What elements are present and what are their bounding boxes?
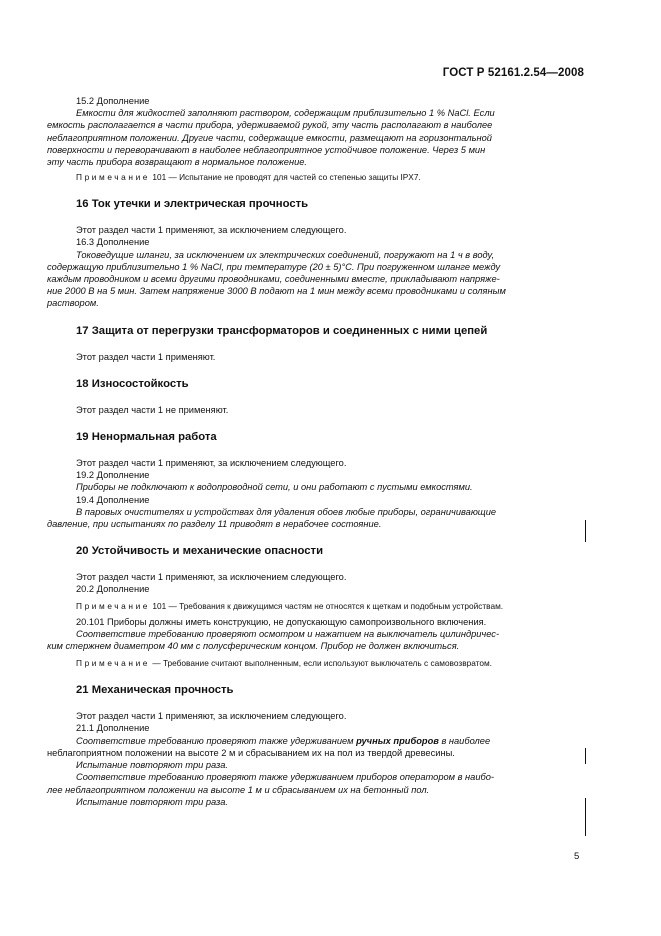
s15-line-2: неблагоприятном положении. Другие части, содержащие емкости, размещают на горизонтальной [47, 132, 492, 143]
s17-intro: Этот раздел части 1 применяют. [76, 351, 216, 362]
change-bar-21-1-a [585, 748, 586, 764]
subsection-16-3-heading: 16.3 Дополнение [76, 237, 150, 248]
section-20-title: 20 Устойчивость и механические опасности [76, 545, 324, 558]
subsection-19-4-heading: 19.4 Дополнение [76, 494, 150, 505]
s15-line-3: поверхности и переворачивают в наиболее неблагоприятное устойчивое положение. Через 5 мин [47, 144, 486, 155]
change-bar-19-4 [585, 520, 586, 542]
s15-line-1: емкость располагается в части прибора, удерживаемой рукой, эту часть располагают в наиболее [47, 120, 493, 131]
s19-4-line-1: давление, при испытаниях по разделу 11 приводят в нерабочее состояние. [47, 519, 382, 530]
s21-line-1-c: в наиболее [438, 735, 491, 746]
note-label: Примечание [76, 600, 151, 611]
s21-emphasis-hand-held: ручных приборов [356, 735, 439, 746]
section-16-title: 16 Ток утечки и электрическая прочность [76, 198, 309, 211]
s21-intro: Этот раздел части 1 применяют, за исключением следующего. [76, 711, 347, 722]
s18-intro: Этот раздел части 1 не применяют. [76, 404, 229, 415]
s20-note-101 [76, 600, 582, 612]
note-label: Примечание [76, 658, 151, 669]
section-19-title: 19 Ненормальная работа [76, 431, 217, 444]
subsection-21-1-heading: 21.1 Дополнение [76, 723, 150, 734]
s16-line-2: каждым проводником и всеми другими проводниками, соединенными вместе, прикладывают напряже- [47, 274, 500, 285]
s19-2-text: Приборы не подключают к водопроводной сети, и они работают с пустыми емкостями. [76, 482, 473, 493]
page-number: 5 [574, 851, 580, 862]
note-text: 101 — Испытание не проводят для частей со степенью защиты IPX7. [150, 172, 421, 183]
s20-intro: Этот раздел части 1 применяют, за исключением следующего. [76, 572, 347, 583]
s20-101-paragraph: 20.101 Приборы должны иметь конструкцию, не допускающую самопроизвольного включения. [76, 616, 487, 627]
s16-line-3: ние 2000 В на 5 мин. Затем напряжение 3000 В подают на 1 мин между всеми проводниками и соляным [47, 286, 506, 297]
s21-line-5: лее неблагоприятном положении на высоте 1 м и сбрасыванием их на бетонный пол. [47, 784, 430, 795]
s16-line-0: Токоведущие шланги, за исключением их электрических соединений, погружают на 1 ч в воду, [76, 249, 495, 260]
s20-101-line-1: ким стержнем диаметром 40 мм с полусферическим концом. Прибор не должен включиться. [47, 641, 460, 652]
change-bar-21-1-b [585, 798, 586, 836]
note-label: Примечание [76, 172, 151, 183]
s21-line-4: Соответствие требованию проверяют также удерживанием приборов оператором в наибо- [76, 772, 495, 783]
subsection-20-2-heading: 20.2 Дополнение [76, 584, 150, 595]
s20-note-2 [76, 657, 582, 669]
section-21-title: 21 Механическая прочность [76, 684, 234, 697]
s21-line-1 [76, 735, 582, 747]
s16-line-4: раствором. [47, 298, 99, 309]
s21-line-1-a: Соответствие требованию проверяют также удерживанием [76, 735, 357, 746]
s16-intro: Этот раздел части 1 применяют, за исключением следующего. [76, 225, 347, 236]
subsection-19-2-heading: 19.2 Дополнение [76, 470, 150, 481]
subsection-15-2-heading: 15.2 Дополнение [76, 96, 150, 106]
s21-line-6: Испытание повторяют три раза. [76, 796, 228, 807]
s15-line-4: эту часть прибора возвращают в нормальное положение. [47, 157, 308, 168]
s19-4-line-0: В паровых очистителях и устройствах для удаления обоев любые приборы, ограничивающие [76, 506, 497, 517]
section-17-title: 17 Защита от перегрузки трансформаторов и соединенных с ними цепей [76, 324, 488, 337]
s20-101-line-0: Соответствие требованию проверяют осмотром и нажатием на выключатель цилиндричес- [76, 628, 500, 639]
s15-line-0: Емкости для жидкостей заполняют раствором, содержащим приблизительно 1 % NaCl. Если [76, 108, 495, 119]
section-18-title: 18 Износостойкость [76, 377, 189, 390]
document-id-header: ГОСТ Р 52161.2.54—2008 [442, 67, 584, 79]
s16-line-1: содержащую приблизительно 1 % NaCl, при температуре (20 ± 5)°С. При погруженном шланге между [47, 261, 501, 272]
s21-line-3: Испытание повторяют три раза. [76, 760, 228, 771]
s19-intro: Этот раздел части 1 применяют, за исключением следующего. [76, 458, 347, 469]
page-content [47, 95, 582, 808]
note-text: — Требование считают выполненным, если используют выключатель с самовозвратом. [150, 658, 492, 669]
s15-note [76, 171, 582, 183]
note-text: 101 — Требования к движущимся частям не относятся к щеткам и подобным устройствам. [150, 600, 504, 611]
s21-line-2: неблагоприятном положении на высоте 2 м и сбрасыванием их на пол из твердой древесины. [47, 747, 455, 758]
